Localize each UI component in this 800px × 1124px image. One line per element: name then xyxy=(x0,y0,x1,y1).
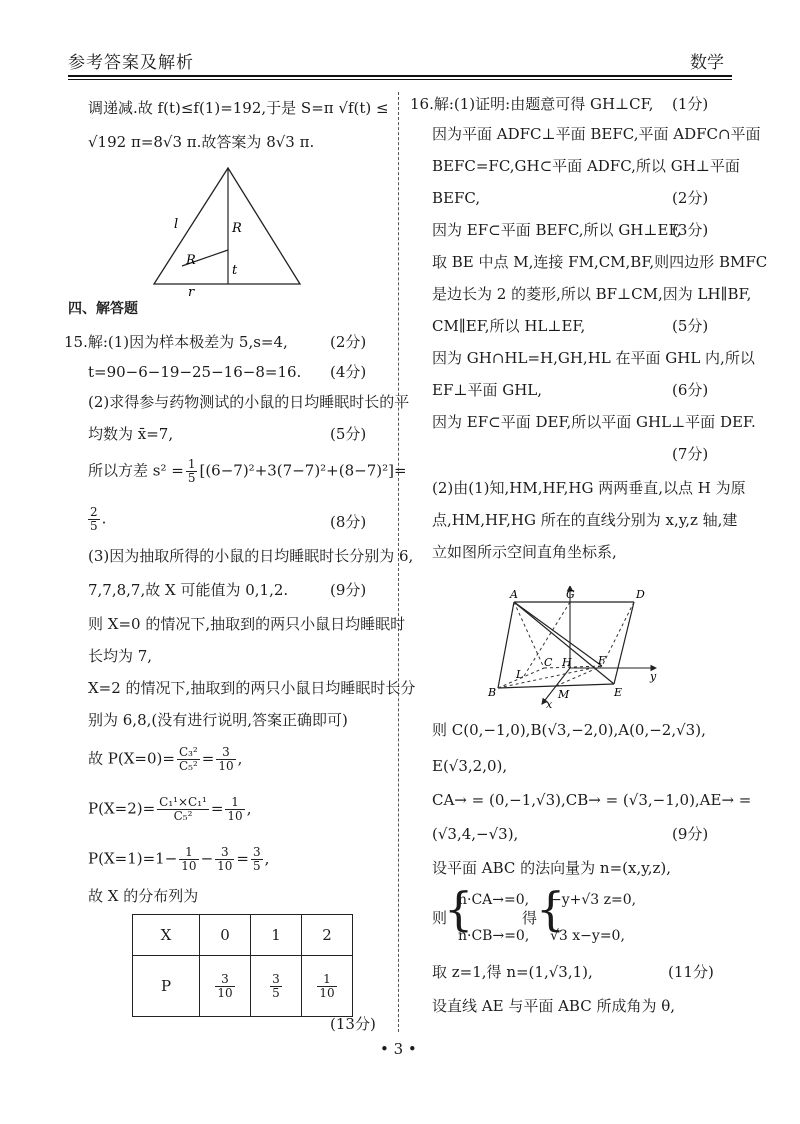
score: (7分) xyxy=(672,445,709,463)
space-coordinate-figure xyxy=(484,586,674,710)
text-line: CA→ = (0,−1,√3),CB→ = (√3,−1,0),AE→ = xyxy=(432,791,752,809)
variance-result: $\frac{2}{5}$ . xyxy=(90,505,107,533)
score: (2分) xyxy=(330,333,367,351)
text-line: 故 X 的分布列为 xyxy=(88,887,199,905)
table-cell: $\frac{3}{5}$ xyxy=(251,956,302,1017)
score: (11分) xyxy=(668,963,714,981)
prob-x2: P(X=2)= $\frac{\text{C₁¹×C₁¹}}{\text{C₅²}}$ = $\frac{1}{10}$ , xyxy=(88,795,252,823)
point-H-label: H xyxy=(562,656,572,669)
point-B-label: B xyxy=(488,686,497,699)
point-F-label: F xyxy=(598,654,606,667)
label-R-upper: R xyxy=(232,221,242,236)
score: (5分) xyxy=(330,425,367,443)
text-line: BEFC=FC,GH⊂平面 ADFC,所以 GH⊥平面 xyxy=(432,157,740,175)
text-line: BEFC, xyxy=(432,189,481,207)
score: (9分) xyxy=(672,825,709,843)
text-line: X=2 的情况下,抽取到的两只小鼠日均睡眠时长分 xyxy=(88,679,416,697)
score: (3分) xyxy=(672,221,709,239)
text-line: 取 z=1,得 n=(1,√3,1), xyxy=(432,963,593,981)
table-cell: $\frac{3}{10}$ xyxy=(200,956,251,1017)
text-line: 设直线 AE 与平面 ABC 所成角为 θ, xyxy=(432,997,676,1015)
text-line: 因为 EF⊂平面 BEFC,所以 GH⊥EF, xyxy=(432,221,682,239)
label-r: r xyxy=(188,285,195,296)
text-line: 立如图所示空间直角坐标系, xyxy=(432,543,617,561)
text-line: 取 BE 中点 M,连接 FM,CM,BF,则四边形 BMFC xyxy=(432,253,768,271)
table-header-cell: 1 xyxy=(251,915,302,956)
section-heading: 四、解答题 xyxy=(68,301,138,317)
axis-y-label: y xyxy=(650,670,657,683)
score: (1分) xyxy=(672,95,709,113)
prob-x1: P(X=1)=1− $\frac{1}{10}$ − $\frac{3}{10}$ = $\frac{3}{5}$ , xyxy=(88,845,270,873)
text-line: 因为 GH∩HL=H,GH,HL 在平面 GHL 内,所以 xyxy=(432,349,755,367)
table-header-cell: X xyxy=(133,915,200,956)
text-line: (√3,4,−√3), xyxy=(432,825,519,843)
header-rule-thin xyxy=(68,79,732,80)
score: (5分) xyxy=(672,317,709,335)
equation: −y+√3 z=0, xyxy=(550,892,637,908)
table-row-label: P xyxy=(133,956,200,1017)
text-line: EF⊥平面 GHL, xyxy=(432,381,543,399)
header-subject: 数学 xyxy=(690,53,724,73)
text-line: (3)因为抽取所得的小鼠的日均睡眠时长分别为 6, xyxy=(88,547,414,565)
text-line: 调递减.故 f(t)≤f(1)=192,于是 S=π √f(t) ≤ xyxy=(88,99,389,117)
text-line: 均数为 x̄=7, xyxy=(88,425,174,443)
left-brace: { xyxy=(444,882,474,936)
text-line: 则 xyxy=(432,909,448,927)
equation: n·CB→=0, xyxy=(458,928,530,944)
left-brace: { xyxy=(536,882,566,936)
equation: √3 x−y=0, xyxy=(550,928,625,944)
score: (8分) xyxy=(330,513,367,531)
text-line: 长均为 7, xyxy=(88,647,153,665)
axis-x-label: x xyxy=(546,698,553,710)
label-l: l xyxy=(174,217,179,232)
header-title: 参考答案及解析 xyxy=(68,53,194,73)
point-A-label: A xyxy=(510,588,518,601)
text-line: 别为 6,8,(没有进行说明,答案正确即可) xyxy=(88,711,348,729)
point-L-label: L xyxy=(516,668,524,681)
point-E-label: E xyxy=(614,686,623,699)
score: (4分) xyxy=(330,363,367,381)
table-cell: $\frac{1}{10}$ xyxy=(302,956,353,1017)
text-line: 则 C(0,−1,0),B(√3,−2,0),A(0,−2,√3), xyxy=(432,721,706,739)
point-G-label: G xyxy=(566,588,575,601)
text-line: 设平面 ABC 的法向量为 n=(x,y,z), xyxy=(432,859,671,877)
score: (6分) xyxy=(672,381,709,399)
distribution-table xyxy=(132,914,353,1017)
text-line: 7,7,8,7,故 X 可能值为 0,1,2. xyxy=(88,581,289,599)
label-t: t xyxy=(232,263,238,278)
score: (9分) xyxy=(330,581,367,599)
text-line: (2)求得参与药物测试的小鼠的日均睡眠时长的平 xyxy=(88,393,410,411)
text-line: 则 X=0 的情况下,抽取到的两只小鼠日均睡眠时 xyxy=(88,615,406,633)
label-R-lower: R xyxy=(186,253,196,268)
variance-formula: 所以方差 s² = $\frac{1}{5}$ [(6−7)²+3(7−7)²+(8−7)²]= xyxy=(88,457,407,485)
text-line: E(√3,2,0), xyxy=(432,757,508,775)
point-D-label: D xyxy=(636,588,645,601)
text-line: √192 π=8√3 π.故答案为 8√3 π. xyxy=(88,133,315,151)
text-line: t=90−6−19−25−16−8=16. xyxy=(88,363,302,381)
point-M-label: M xyxy=(558,688,570,701)
point-C-label: C xyxy=(544,656,553,669)
cone-cross-section-figure xyxy=(148,160,308,296)
header-rule xyxy=(68,75,732,77)
table-header-cell: 0 xyxy=(200,915,251,956)
score: (13分) xyxy=(330,1015,376,1033)
score: (2分) xyxy=(672,189,709,207)
text-line: 15.解:(1)因为样本极差为 5,s=4, xyxy=(64,333,288,351)
table-header-cell: 2 xyxy=(302,915,353,956)
text-line: 是边长为 2 的菱形,所以 BF⊥CM,因为 LH∥BF, xyxy=(432,285,752,303)
text-line: 点,HM,HF,HG 所在的直线分别为 x,y,z 轴,建 xyxy=(432,511,738,529)
text-line: (2)由(1)知,HM,HF,HG 两两垂直,以点 H 为原 xyxy=(432,479,746,497)
text-line: 得 xyxy=(522,909,538,927)
page-number: • 3 • xyxy=(380,1040,417,1058)
prob-x0: 故 P(X=0)= $\frac{\text{C₃²}}{\text{C₅²}}$ = $\frac{3}{10}$ , xyxy=(88,745,243,773)
text-line: 因为 EF⊂平面 DEF,所以平面 GHL⊥平面 DEF. xyxy=(432,413,756,431)
text-line: 因为平面 ADFC⊥平面 BEFC,平面 ADFC∩平面 xyxy=(432,125,761,143)
text-line: CM∥EF,所以 HL⊥EF, xyxy=(432,317,586,335)
equation: n·CA→=0, xyxy=(458,892,530,908)
text-line: 16.解:(1)证明:由题意可得 GH⊥CF, xyxy=(410,95,654,113)
